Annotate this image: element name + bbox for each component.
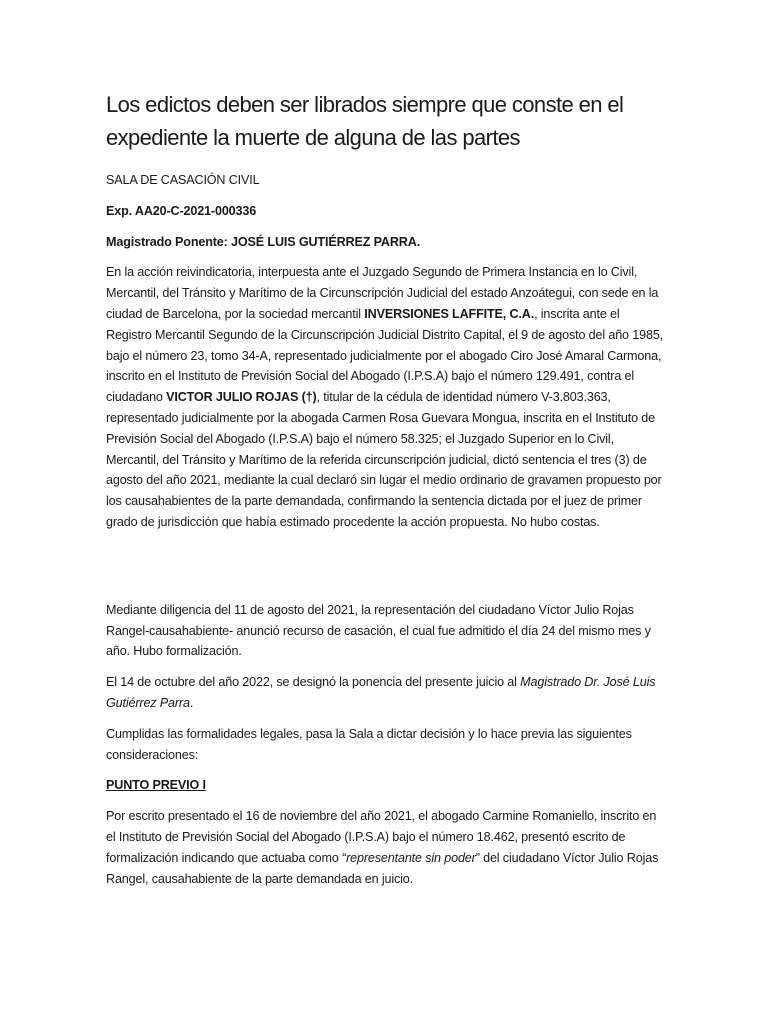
judge-reference: Magistrado Dr. José Luis Gutiérrez Parra bbox=[106, 675, 656, 710]
defendant-name: VICTOR JULIO ROJAS (†) bbox=[166, 390, 317, 405]
section-heading: PUNTO PREVIO I bbox=[106, 778, 206, 793]
paragraph-formalities: Cumplidas las formalidades legales, pasa la Sala a dictar decisión y lo hace previa las siguientes consideraciones: bbox=[106, 726, 632, 762]
paragraph-text: . bbox=[189, 695, 194, 710]
paragraph-designation bbox=[106, 672, 666, 714]
paragraph-text: , inscrita ante el Registro Mercantil Segundo de la Circunscripción Judicial Distrito Capital, el 9 de agosto del año 1985, bajo el número 23, tomo 34-A, representado judicialmente por el abogado Ciro José Amaral Carmona, inscrito en el Instituto de Previsión Social del Abogado (I.P.S.A) bajo el número 129.491, contra el ciudadano bbox=[106, 306, 664, 405]
paragraph-text: En la acción reivindicatoria, interpuesta ante el Juzgado Segundo de Primera Instancia en lo Civil, Mercantil, del Tránsito y Marítimo de la Circunscripción Judicial del estado Anzoátegui, con sede en la ciudad de Barcelona, por la sociedad mercantil bbox=[106, 265, 659, 321]
paragraph-preliminary bbox=[106, 806, 666, 889]
chamber-name: SALA DE CASACIÓN CIVIL bbox=[106, 173, 260, 187]
case-number: Exp. AA20-C-2021-000336 bbox=[106, 203, 257, 218]
blank-space bbox=[106, 543, 666, 600]
reporting-judge-name: JOSÉ LUIS GUTIÉRREZ PARRA. bbox=[231, 234, 421, 249]
reporting-judge-label: Magistrado Ponente: bbox=[106, 234, 232, 249]
paragraph-action bbox=[106, 262, 666, 532]
reporting-judge bbox=[106, 232, 666, 253]
paragraph-text: , titular de la cédula de identidad número V-3.803.363, representado judicialmente por la abogada Carmen Rosa Guevara Mongua, inscrita en el Instituto de Previsión Social del Abogado (I.P.S.A) bajo el número 58.325; el Juzgado Superior en lo Civil, Mercantil, del Tránsito y Marítimo de la referida circunscripción judicial, dictó sentencia el tres (3) de agosto del año 2021, mediante la cual declaró sin lugar el medio ordinario de gravamen propuesto por los causahabientes de la parte demandada, confirmando la sentencia dictada por el juez de primer grado de jurisdicción que había estimado procedente la acción propuesta. No hubo costas. bbox=[106, 390, 662, 529]
paragraph-appeal: Mediante diligencia del 11 de agosto del 2021, la representación del ciudadano Víctor Julio Rojas Rangel-causahabiente- anunció recurso de casación, el cual fue admitido el día 24 del mismo mes y año. Hubo formalización. bbox=[106, 602, 651, 659]
quoted-term: representante sin poder bbox=[346, 850, 476, 865]
paragraph-text: El 14 de octubre del año 2022, se designó la ponencia del presente juicio al bbox=[106, 675, 521, 690]
paragraph-text: Por escrito presentado el 16 de noviembre del año 2021, el abogado Carmine Romaniello, inscrito en el Instituto de Previsión Social del Abogado (I.P.S.A) bajo el número 18.462, presentó escrito de formalización indicando que actuaba como “ bbox=[106, 809, 657, 865]
document-page bbox=[106, 88, 666, 899]
company-name: INVERSIONES LAFFITE, C.A. bbox=[364, 306, 535, 321]
document-title: Los edictos deben ser librados siempre que conste en el expediente la muerte de alguna de las partes bbox=[106, 92, 624, 150]
paragraph-text: ” del ciudadano Víctor Julio Rojas Rangel, causahabiente de la parte demandada en juicio. bbox=[106, 850, 659, 886]
